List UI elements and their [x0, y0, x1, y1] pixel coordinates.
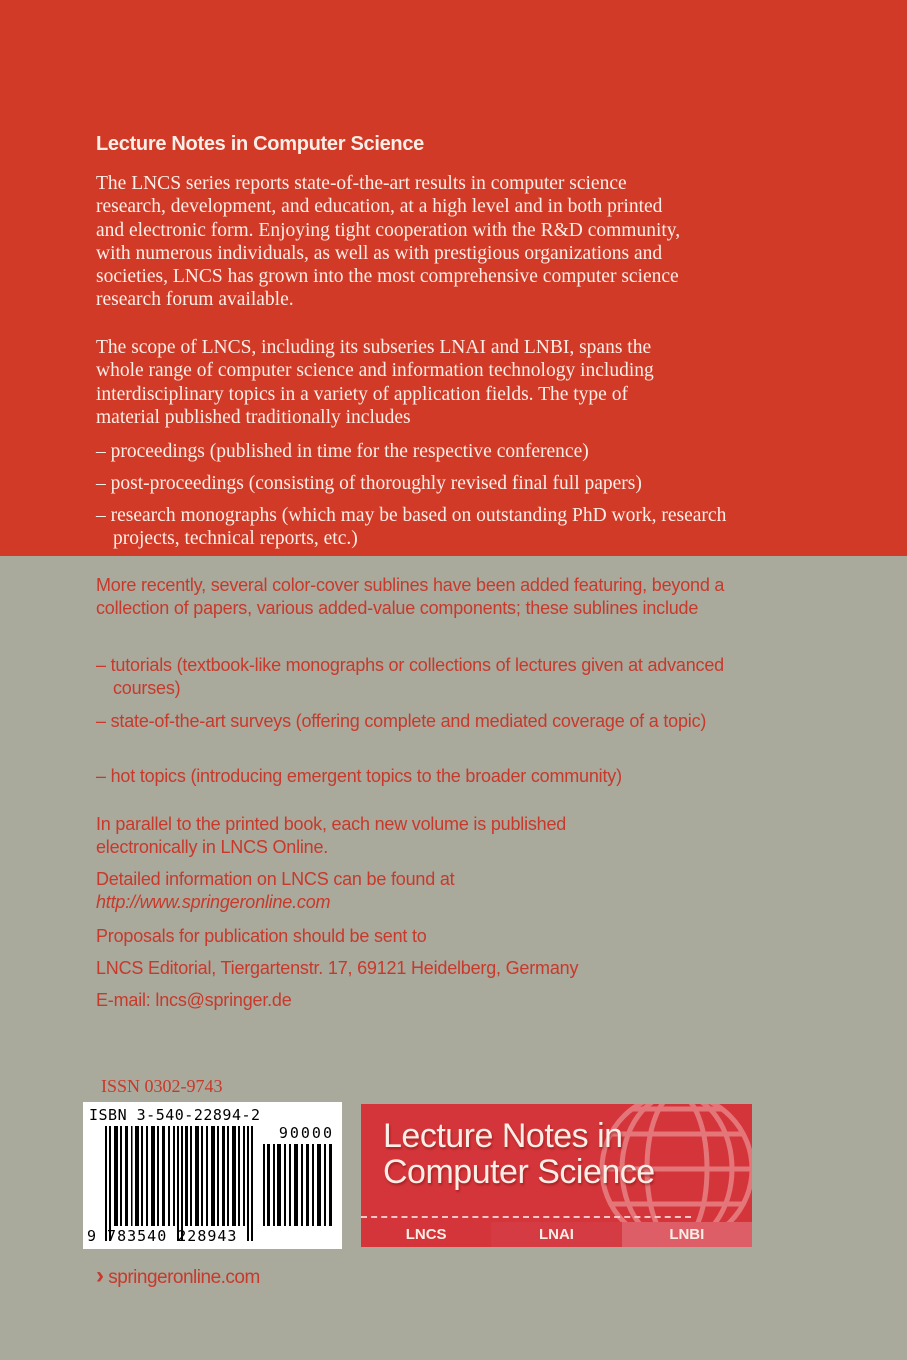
chevron-right-icon: ›	[96, 1262, 104, 1289]
details-label: Detailed information on LNCS can be found at	[96, 869, 455, 889]
price-addon: 90000	[278, 1124, 334, 1142]
isbn-barcode	[83, 1102, 342, 1249]
lncs-series-logo	[361, 1104, 752, 1247]
contact-email[interactable]: E-mail: lncs@springer.de	[96, 990, 292, 1010]
springer-site-link[interactable]	[96, 1262, 260, 1290]
scope-paragraph: The scope of LNCS, including its subseries LNAI and LNBI, spans the whole range of computer science and information technology including interdisciplinary topics in a variety of application fields. The type of material published traditionally includes	[96, 337, 654, 428]
subline-item-tutorials: – tutorials (textbook-like monographs or collections of lectures given at advanced courses)	[96, 655, 724, 699]
barcode-bars-icon	[105, 1126, 253, 1241]
subline-item-surveys: – state-of-the-art surveys (offering complete and mediated coverage of a topic)	[96, 711, 707, 731]
logo-divider	[361, 1216, 691, 1218]
addon-bars-icon	[263, 1144, 335, 1226]
issn-number: ISSN 0302-9743	[101, 1076, 223, 1096]
logo-tab-lncs: LNCS	[361, 1222, 491, 1247]
logo-title: Lecture Notes in Computer Science	[383, 1117, 655, 1191]
lncs-online-note: In parallel to the printed book, each new volume is published electronically in LNCS Online.	[96, 814, 567, 858]
logo-tab-lnai: LNAI	[491, 1222, 621, 1247]
subline-item-hot-topics: – hot topics (introducing emergent topics to the broader community)	[96, 766, 622, 786]
isbn-number: ISBN 3-540-22894-2	[89, 1106, 261, 1124]
logo-subseries-tabs	[361, 1222, 752, 1247]
editorial-address: LNCS Editorial, Tiergartenstr. 17, 69121 Heidelberg, Germany	[96, 958, 579, 978]
material-item-post-proceedings: – post-proceedings (consisting of thoroughly revised final full papers)	[96, 473, 642, 494]
proposals-label: Proposals for publication should be sent to	[96, 926, 427, 946]
material-item-monographs: – research monographs (which may be based on outstanding PhD work, research projects, technical reports, etc.)	[96, 505, 727, 550]
logo-tab-lnbi: LNBI	[622, 1222, 752, 1247]
sublines-intro: More recently, several color-cover sublines have been added featuring, beyond a collection of papers, various added-value components; these sublines include	[96, 575, 725, 619]
material-item-proceedings: – proceedings (published in time for the respective conference)	[96, 441, 589, 462]
springer-url-link[interactable]: http://www.springeronline.com	[96, 892, 331, 912]
springer-site-label: springeronline.com	[108, 1267, 260, 1288]
intro-paragraph: The LNCS series reports state-of-the-art results in computer science research, development, and education, at a high level and in both printed and electronic form. Enjoying tight cooperation with the R&D community, with numerous individuals, as well as with prestigious organizations and societies, LNCS has grown into the most comprehensive computer science research forum available.	[96, 173, 681, 311]
series-title: Lecture Notes in Computer Science	[96, 133, 424, 155]
ean-number: 9 783540 228943	[87, 1227, 238, 1245]
